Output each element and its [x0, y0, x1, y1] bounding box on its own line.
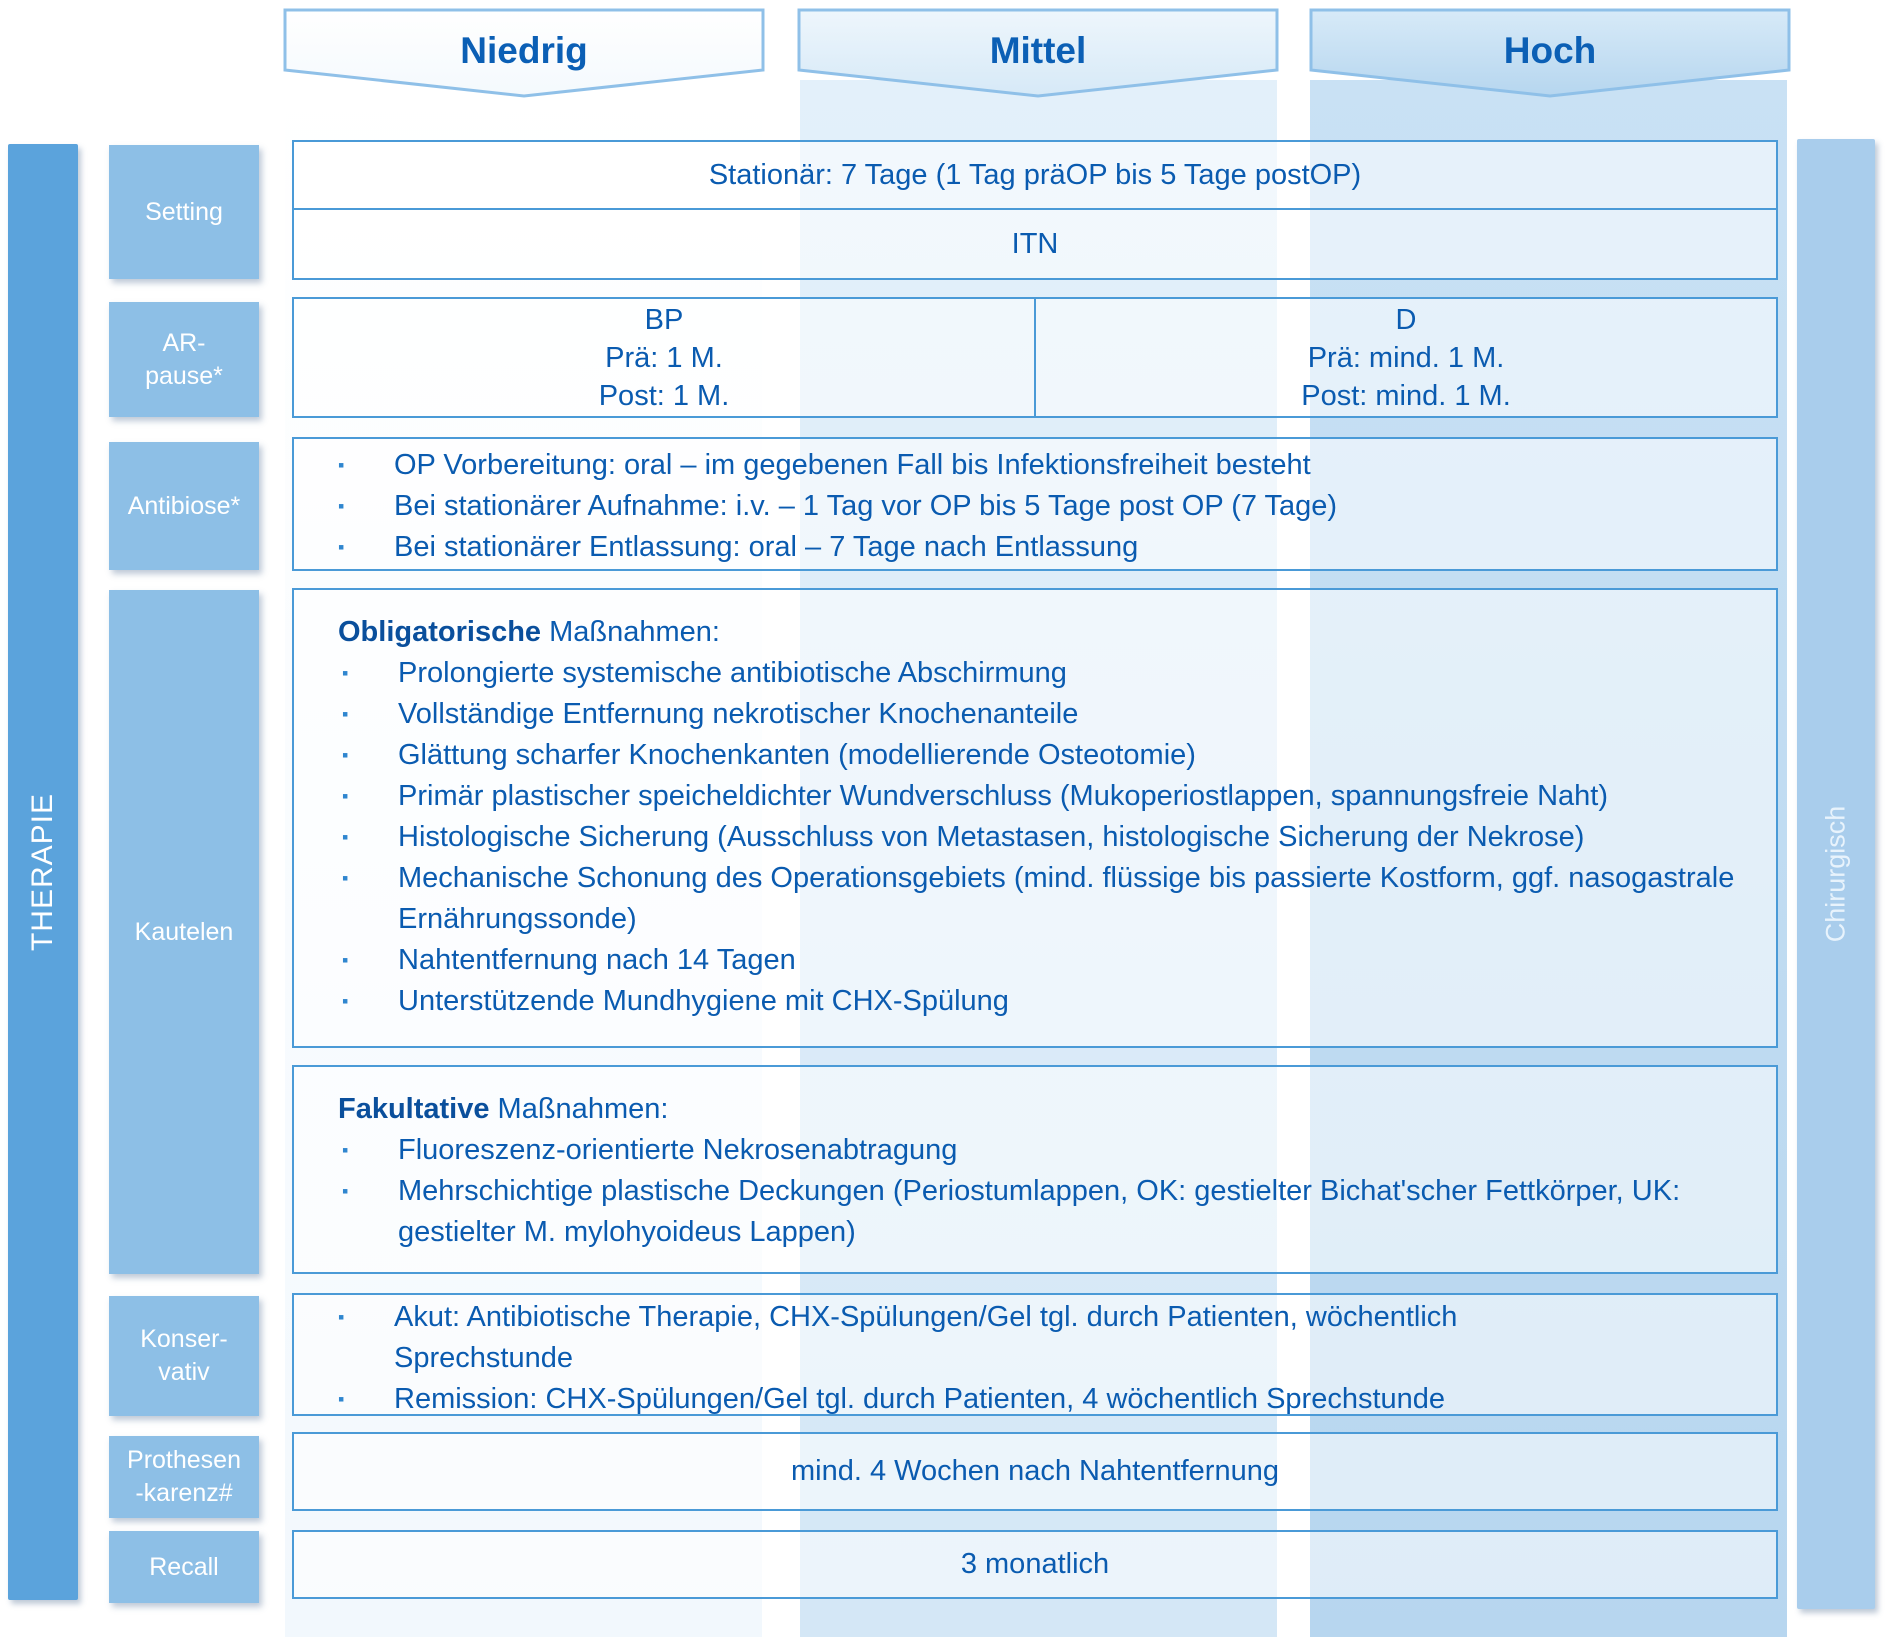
setting-stationaer-box: [292, 140, 1778, 210]
column-header-hoch: [1309, 8, 1791, 103]
kautelen-facultative-box: [292, 1065, 1778, 1274]
obligatory-item: ▪ Prolongierte systemische antibiotische Abschirmung: [398, 653, 1736, 694]
column-header-niedrig-label: Niedrig: [460, 30, 588, 71]
row-label-antibiose: [109, 442, 259, 570]
row-label-antibiose-text: Antibiose*: [127, 491, 241, 520]
therapie-bar: [8, 144, 78, 1600]
column-header-hoch-label: Hoch: [1503, 30, 1597, 71]
prothesenkarenz-box: [292, 1432, 1778, 1511]
column-header-niedrig: [283, 8, 765, 103]
row-label-setting: [109, 145, 259, 279]
row-label-konservativ: [109, 1296, 259, 1416]
obligatory-item: ▪ Mechanische Schonung des Operationsgebiets (mind. flüssige bis passierte Kostform, ggf. nasogastrale Ernährungssonde): [398, 858, 1736, 940]
konservativ-box: [292, 1293, 1778, 1416]
row-label-arpause: [109, 302, 259, 417]
recall-text: 3 monatlich: [960, 1548, 1110, 1580]
facultative-item: ▪ Fluoreszenz-orientierte Nekrosenabtragung: [398, 1130, 1746, 1171]
arpause-bp-post: Post: 1 M.: [598, 379, 730, 412]
kautelen-obligatory-box: [292, 588, 1778, 1048]
arpause-d-title: D: [1395, 303, 1417, 336]
arpause-d-cell: [1036, 299, 1776, 416]
row-label-kautelen: [109, 590, 259, 1274]
arpause-bp-pre: Prä: 1 M.: [605, 341, 723, 374]
antibiose-item: ▪ OP Vorbereitung: oral – im gegebenen Fall bis Infektionsfreiheit besteht: [394, 445, 1776, 486]
column-header-mittel: [797, 8, 1279, 103]
row-label-recall-text: Recall: [149, 1552, 219, 1581]
obligatory-item: ▪ Nahtentfernung nach 14 Tagen: [398, 940, 1736, 981]
obligatory-item: ▪ Vollständige Entfernung nekrotischer Knochenanteile: [398, 694, 1736, 735]
konservativ-item: ▪ Remission: CHX-Spülungen/Gel tgl. durch Patienten, 4 wöchentlich Sprechstunde: [394, 1379, 1616, 1420]
antibiose-item: ▪ Bei stationärer Aufnahme: i.v. – 1 Tag vor OP bis 5 Tage post OP (7 Tage): [394, 486, 1776, 527]
row-label-setting-text: Setting: [145, 197, 223, 226]
recall-box: [292, 1530, 1778, 1599]
antibiose-list: [294, 445, 1776, 568]
chirurgisch-label: Chirurgisch: [1820, 805, 1851, 943]
arpause-d-pre: Prä: mind. 1 M.: [1307, 341, 1505, 374]
chirurgisch-bar: [1797, 139, 1875, 1609]
facultative-list: [338, 1130, 1776, 1253]
row-label-kautelen-text: Kautelen: [134, 917, 234, 946]
prothesenkarenz-text: mind. 4 Wochen nach Nahtentfernung: [791, 1455, 1279, 1487]
therapie-label: THERAPIE: [26, 792, 59, 952]
row-label-arpause-line1: AR-: [162, 328, 206, 357]
obligatory-item: ▪ Unterstützende Mundhygiene mit CHX-Spülung: [398, 981, 1736, 1022]
setting-itn-box: [292, 210, 1778, 280]
arpause-box: [292, 297, 1778, 418]
obligatory-item: ▪ Histologische Sicherung (Ausschluss von Metastasen, histologische Sicherung der Nekrose): [398, 817, 1736, 858]
row-label-arpause-line2: pause*: [145, 361, 223, 390]
row-label-konservativ-line1: Konser-: [140, 1325, 228, 1353]
obligatory-list: [338, 653, 1776, 1022]
arpause-bp-cell: [294, 299, 1036, 416]
row-label-prothesenkarenz: [109, 1436, 259, 1518]
antibiose-item: ▪ Bei stationärer Entlassung: oral – 7 Tage nach Entlassung: [394, 527, 1776, 568]
arpause-bp-title: BP: [644, 303, 684, 336]
row-label-konservativ-line2: vativ: [158, 1358, 210, 1386]
column-header-mittel-label: Mittel: [989, 30, 1087, 71]
konservativ-item: ▪ Akut: Antibiotische Therapie, CHX-Spülungen/Gel tgl. durch Patienten, wöchentlich Sprechstunde: [394, 1297, 1616, 1379]
konservativ-list: [294, 1297, 1776, 1420]
antibiose-box: [292, 437, 1778, 571]
obligatory-item: ▪ Primär plastischer speicheldichter Wundverschluss (Mukoperiostlappen, spannungsfreie Naht): [398, 776, 1736, 817]
obligatory-heading: Obligatorische Maßnahmen:: [338, 616, 720, 648]
facultative-item: ▪ Mehrschichtige plastische Deckungen (Periostumlappen, OK: gestielter Bichat'scher Fettkörper, UK: gestielter M. mylohyoideus Lappen): [398, 1171, 1746, 1253]
setting-itn-text: ITN: [1011, 227, 1059, 260]
obligatory-item: ▪ Glättung scharfer Knochenkanten (modellierende Osteotomie): [398, 735, 1736, 776]
facultative-heading: Fakultative Maßnahmen:: [338, 1093, 669, 1125]
row-label-recall: [109, 1531, 259, 1603]
row-label-prothesenkarenz-line1: Prothesen: [127, 1446, 241, 1474]
row-label-prothesenkarenz-line2: -karenz#: [135, 1479, 233, 1507]
setting-stationaer-text: Stationär: 7 Tage (1 Tag präOP bis 5 Tage postOP): [708, 158, 1362, 191]
arpause-d-post: Post: mind. 1 M.: [1301, 379, 1511, 412]
